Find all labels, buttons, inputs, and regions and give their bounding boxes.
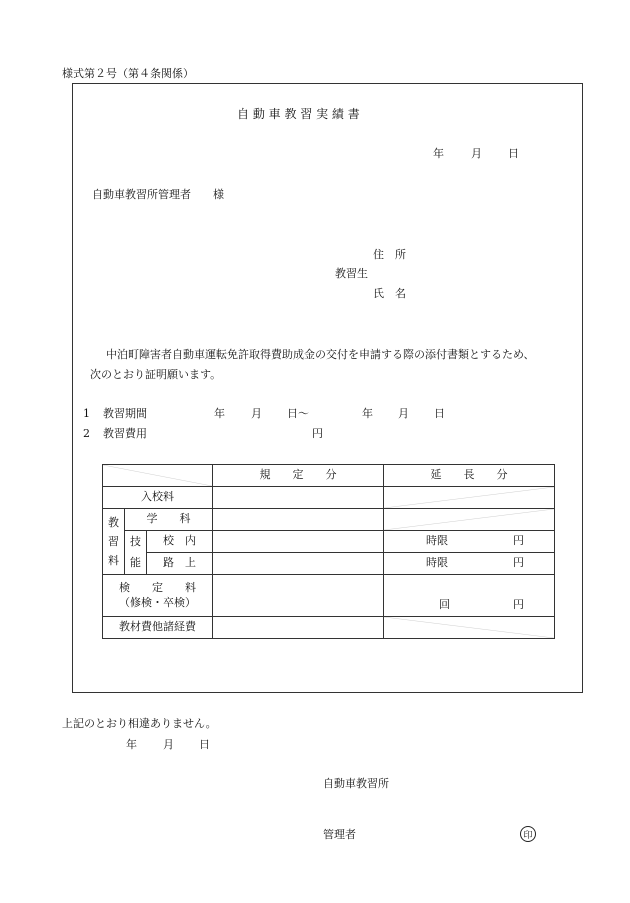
yen-label: 円 [513, 556, 525, 570]
table-header-row [103, 465, 555, 487]
item-cost-label: 教習費用 [103, 427, 147, 440]
header-year: 年 [433, 147, 444, 160]
period-end-day: 日 [434, 407, 445, 420]
seal-mark: 印 [520, 826, 536, 842]
row-on-campus: 校 内 [147, 531, 213, 553]
col-regular: 規 定 分 [213, 465, 384, 487]
exam-extended-cell [384, 575, 555, 617]
on-road-regular-cell [213, 553, 384, 575]
school-label: 自動車教習所 [323, 777, 389, 790]
period-start-day: 日～ [287, 407, 309, 420]
admission-regular-cell [213, 487, 384, 509]
exam-regular-cell [213, 575, 384, 617]
lesson-fee-vertical: 教 習 料 [103, 509, 125, 575]
theory-regular-cell [213, 509, 384, 531]
item-period-number: 1 [83, 407, 90, 420]
header-day: 日 [508, 147, 519, 160]
on-road-extended-cell [384, 553, 555, 575]
purpose-line-1: 中泊町障害者自動車運転免許取得費助成金の交付を申請する際の添付書類とするため、 [106, 348, 535, 361]
period-end-month: 月 [398, 407, 409, 420]
hours-label: 時限 [426, 534, 449, 548]
times-label: 回 [439, 597, 451, 611]
name-label: 氏 名 [373, 287, 406, 300]
row-exam-fee: 検 定 料 （修検・卒検） [103, 575, 213, 617]
yen-label: 円 [513, 534, 525, 548]
period-start-year: 年 [214, 407, 225, 420]
row-theory: 学 科 [125, 509, 213, 531]
materials-extended-cell [384, 617, 555, 639]
table-row [103, 553, 555, 575]
form-label: 様式第２号（第４条関係） [62, 67, 194, 80]
hours-label: 時限 [426, 556, 449, 570]
row-admission: 入校料 [103, 487, 213, 509]
manager-label: 管理者 [323, 828, 356, 841]
addressee: 自動車教習所管理者 様 [92, 188, 224, 201]
document-title: 自 動 車 教 習 実 績 書 [237, 107, 360, 121]
footer-month: 月 [163, 738, 174, 751]
admission-extended-cell [384, 487, 555, 509]
student-label: 教習生 [335, 267, 368, 280]
skill-vertical: 技 能 [125, 531, 147, 575]
footer-year: 年 [126, 738, 137, 751]
theory-extended-cell [384, 509, 555, 531]
item-period-label: 教習期間 [103, 407, 147, 420]
table-row [103, 617, 555, 639]
footer-day: 日 [199, 738, 210, 751]
table-row [103, 509, 555, 531]
table-row [103, 531, 555, 553]
col-extended: 延 長 分 [384, 465, 555, 487]
header-month: 月 [471, 147, 482, 160]
table-row [103, 575, 555, 617]
on-campus-extended-cell [384, 531, 555, 553]
on-campus-regular-cell [213, 531, 384, 553]
period-end-year: 年 [362, 407, 373, 420]
table-row [103, 487, 555, 509]
address-label: 住 所 [373, 248, 406, 261]
confirm-text: 上記のとおり相違ありません。 [62, 717, 217, 730]
item-cost-unit: 円 [312, 427, 323, 440]
header-diagonal-cell [103, 465, 213, 487]
cost-table [102, 464, 555, 639]
item-cost-number: 2 [83, 427, 90, 440]
period-start-month: 月 [251, 407, 262, 420]
purpose-line-2: 次のとおり証明願います。 [90, 368, 222, 381]
yen-label: 円 [513, 597, 525, 611]
materials-regular-cell [213, 617, 384, 639]
row-materials: 教材費他諸経費 [103, 617, 213, 639]
row-on-road: 路 上 [147, 553, 213, 575]
